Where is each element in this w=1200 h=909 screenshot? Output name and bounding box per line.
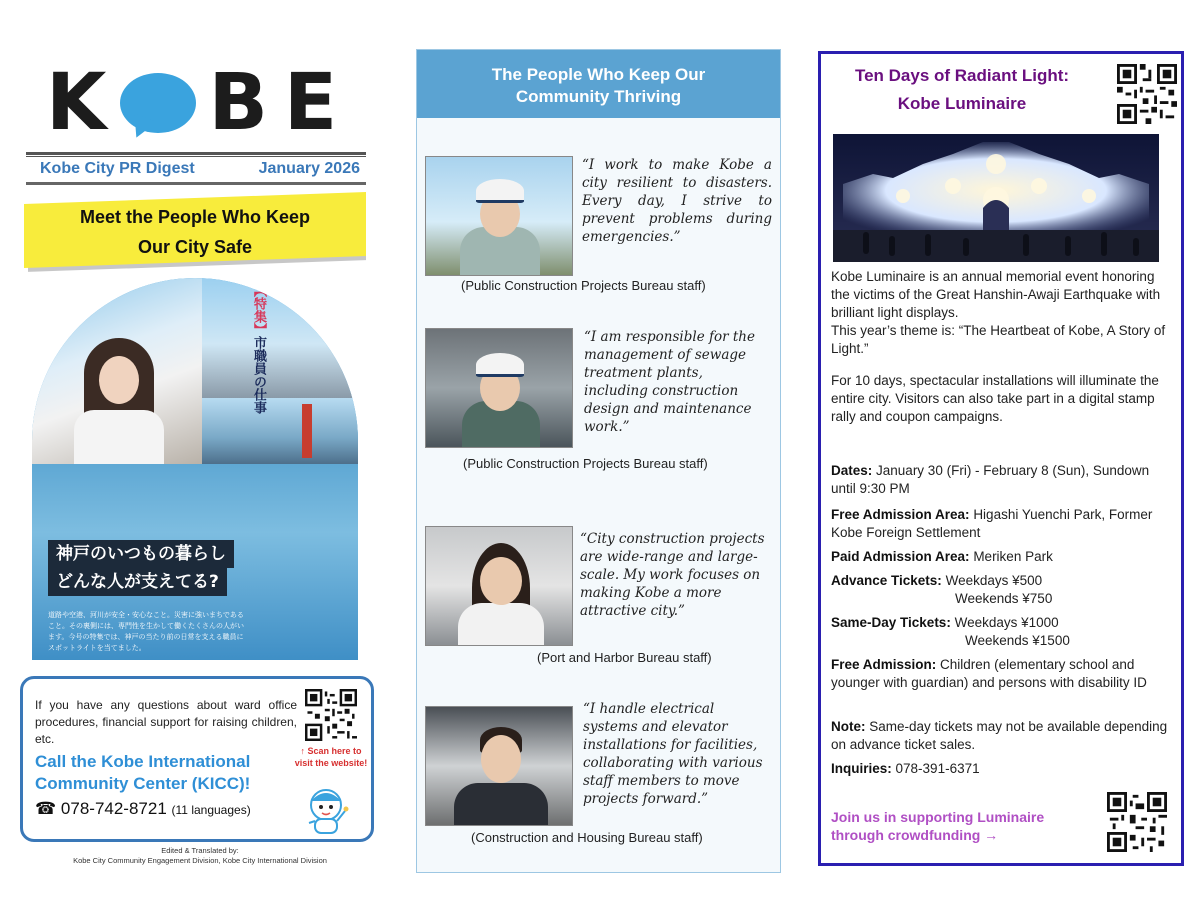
inquiries-value: 078-391-6371 [895, 761, 980, 776]
logo-letter-b: B [208, 58, 270, 148]
feature-label [250, 284, 266, 414]
staff-photo [425, 706, 573, 826]
phone-number: 078-742-8721 [60, 799, 167, 818]
sameday-weekends: Weekends ¥1500 [965, 633, 1070, 648]
digest-bar [40, 160, 360, 178]
kicc-phone[interactable] [35, 799, 251, 819]
inquiries-label: Inquiries: [831, 761, 892, 776]
left-column [24, 60, 376, 909]
divider [26, 152, 366, 155]
cover-jp-title-2: どんな人が支えてる? [48, 568, 227, 596]
free-area-label: Free Admission Area: [831, 507, 970, 522]
free-area-value: Higashi Yuenchi Park, Former Kobe Foreign Settlement [831, 507, 1153, 540]
staff-photo [425, 328, 573, 448]
note-value: Same-day tickets may not be available depending on advance ticket sales. [831, 719, 1168, 752]
advance-tickets-info [831, 572, 1171, 608]
luminaire-qr-code[interactable] [1117, 64, 1177, 124]
languages-note: (11 languages) [171, 803, 251, 817]
luminaire-title-line: Ten Days of Radiant Light: [854, 66, 1070, 85]
photo-engineer [202, 278, 358, 398]
kicc-info-box [20, 676, 374, 842]
digest-date: January 2026 [258, 160, 360, 177]
inquiries-info [831, 760, 1171, 778]
edited-line: Edited & Translated by: [161, 846, 239, 855]
quote-caption: (Public Construction Projects Bureau staff) [463, 456, 708, 471]
quote-text: “I handle electrical systems and elevator installations for facilities, collaborating with various staff members to move projects forward.” [583, 701, 763, 807]
people-column [416, 49, 781, 873]
luminaire-body: For 10 days, spectacular installations will illuminate the entire city. Visitors can also take part in a digital stamp rally and coupon campaigns. [831, 373, 1159, 424]
people-title-line: The People Who Keep Our [491, 65, 706, 84]
cover-jp-title-1: 神戸のいつもの暮らし [48, 540, 234, 568]
scan-hint: ↑ Scan here to visit the website! [294, 746, 368, 768]
free-admission-value: Children (elementary school and younger with guardian) and persons with disability ID [831, 657, 1147, 690]
kicc-call-heading: Call the Kobe International Community Center (KICC)! [35, 752, 251, 793]
cover-jp-description: 道路や空港、河川が安全・安心なこと。災害に強いまちであること。その裏側には、専門性を生かして働くたくさんの人がいます。今号の特集では、神戸の当たり前の日常を支える職員にスポットライトを当てました。 [48, 611, 244, 652]
sameday-weekdays: Weekdays ¥1000 [954, 615, 1059, 630]
edited-by [24, 846, 376, 866]
luminaire-column [818, 51, 1184, 866]
advance-weekdays: Weekdays ¥500 [945, 573, 1043, 588]
kicc-question: If you have any questions about ward office procedures, financial support for raising children, etc. [35, 698, 297, 746]
free-area-info [831, 506, 1171, 542]
kobe-logo [46, 58, 346, 148]
headline [24, 202, 366, 262]
cover-photo-collage [32, 278, 358, 660]
divider [26, 156, 366, 157]
logo-letter-e: E [283, 58, 340, 148]
quote-card [425, 328, 775, 471]
photo-port-city [202, 398, 358, 464]
people-title [417, 64, 780, 108]
quote-card [425, 701, 775, 846]
paid-area-value: Meriken Park [973, 549, 1053, 564]
advance-weekends: Weekends ¥750 [955, 591, 1053, 606]
note-info [831, 718, 1171, 754]
staff-photo [425, 526, 573, 646]
feature-bracket: 【特集】 [251, 284, 266, 336]
quote-text: “City construction projects are wide-range and large-scale. My work focuses on making Kobe a more attractive city.” [580, 531, 765, 619]
sameday-tickets-info [831, 614, 1171, 650]
quote-text: “I work to make Kobe a city resilient to disasters. Every day, I strive to prevent problems during emergencies.” [582, 157, 772, 245]
quote-caption: (Construction and Housing Bureau staff) [471, 830, 703, 845]
free-admission-label: Free Admission: [831, 657, 937, 672]
logo-letter-k: K [46, 58, 109, 148]
luminaire-title [821, 62, 1103, 118]
headline-line: Meet the People Who Keep [79, 207, 311, 227]
quote-caption: (Public Construction Projects Bureau staff) [461, 278, 706, 293]
staff-photo [425, 156, 573, 276]
digest-title: Kobe City PR Digest [40, 160, 195, 177]
advance-label: Advance Tickets: [831, 573, 942, 588]
free-admission-info [831, 656, 1171, 692]
intro-text: Kobe Luminaire is an annual memorial event honoring the victims of the Great Hanshin-Awaji Earthquake with brilliant light displays. [831, 269, 1161, 320]
luminaire-intro [831, 268, 1171, 358]
headline-line: Our City Safe [137, 237, 253, 257]
quote-caption: (Port and Harbor Bureau staff) [537, 650, 712, 665]
port-tower-icon [302, 404, 312, 458]
mascot-icon [303, 787, 349, 835]
quote-text: “I am responsible for the management of sewage treatment plants, including construction design and maintenance work.” [584, 329, 755, 435]
people-title-line: Community Thriving [515, 87, 682, 106]
dates-label: Dates: [831, 463, 873, 478]
theme-text: This year’s theme is: “The Heartbeat of Kobe, A Story of Light.” [831, 323, 1166, 356]
paid-area-label: Paid Admission Area: [831, 549, 970, 564]
luminaire-title-line: Kobe Luminaire [897, 94, 1027, 113]
crowdfunding-qr-code[interactable] [1107, 792, 1167, 852]
sameday-label: Same-Day Tickets: [831, 615, 951, 630]
speech-bubble-icon [120, 73, 196, 133]
person-figure [84, 338, 154, 448]
people-header [417, 50, 780, 118]
feature-text: 市職員の仕事 [251, 336, 266, 414]
dates-info [831, 462, 1171, 498]
paid-area-info [831, 548, 1171, 566]
note-label: Note: [831, 719, 866, 734]
phone-icon: ☎ [35, 799, 57, 818]
luminaire-photo [833, 134, 1159, 262]
edited-line: Kobe City Community Engagement Division, Kobe City International Division [73, 856, 327, 865]
crowdfunding-link[interactable]: Join us in supporting Luminaire through crowdfunding → [831, 809, 1045, 843]
quote-card [425, 156, 775, 296]
dates-value: January 30 (Fri) - February 8 (Sun), Sundown until 9:30 PM [831, 463, 1150, 496]
quote-card [425, 526, 775, 666]
divider [26, 182, 366, 185]
kicc-qr-code[interactable] [305, 689, 357, 741]
